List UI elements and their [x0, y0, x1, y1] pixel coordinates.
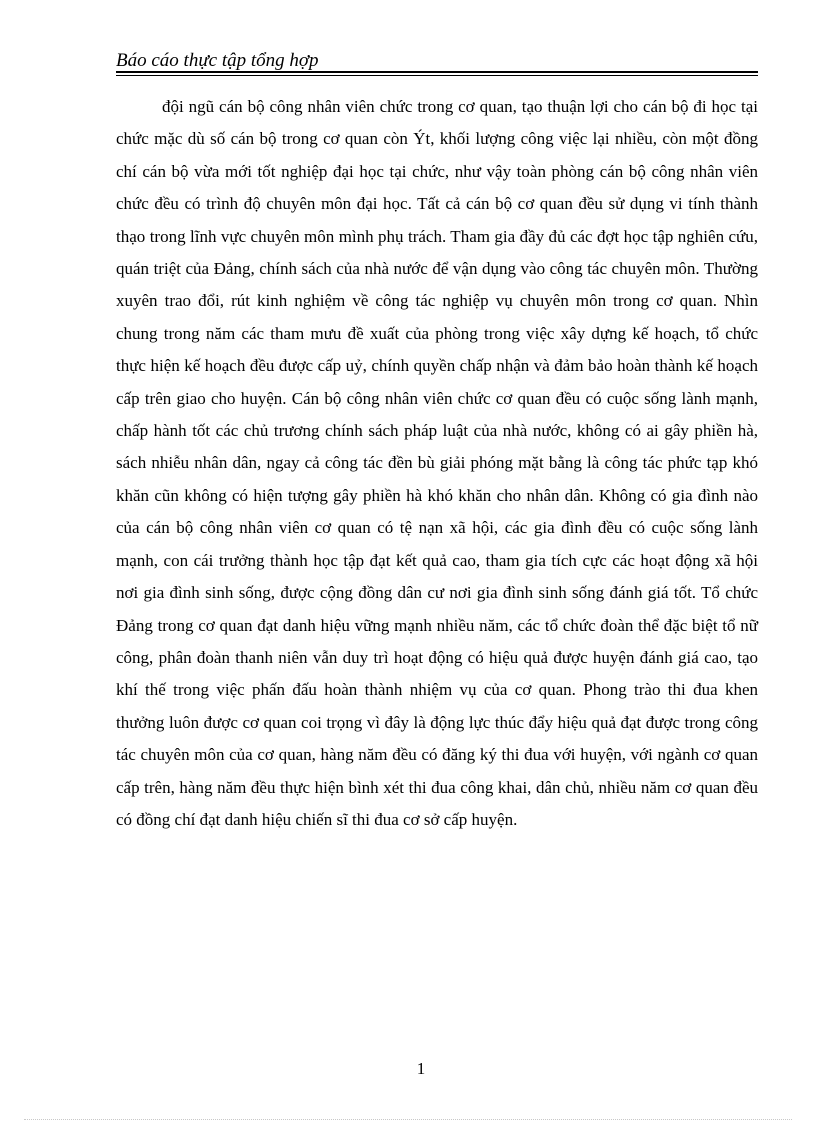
header-rule-thick: [116, 71, 758, 73]
page-number: 1: [416, 1059, 426, 1078]
header-rule-thin: [116, 75, 758, 76]
page-bottom-border: [24, 1119, 792, 1120]
page-header: [116, 50, 758, 72]
header-title: Báo cáo thực tập tổng hợp: [116, 50, 319, 71]
body-paragraph: đội ngũ cán bộ công nhân viên chức trong cơ quan, tạo thuận lợi cho cán bộ đi học tại chức mặc dù số cán bộ trong cơ quan còn Ýt, khối lượng công việc lại nhiều, còn một đồng chí cán bộ vừa mới tốt nghiệp đại học tại chức, như vậy toàn phòng cán bộ công nhân viên chức đều có trình độ chuyên môn đại học. Tất cả cán bộ cơ quan đều sử dụng vi tính thành thạo trong lĩnh vực chuyên môn mình phụ trách. Tham gia đầy đủ các đợt học tập nghiên cứu, quán triệt của Đảng, chính sách của nhà nước để vận dụng vào công tác chuyên môn. Thường xuyên trao đổi, rút kinh nghiệm về công tác nghiệp vụ chuyên môn trong cơ quan. Nhìn chung trong năm các tham mưu đề xuất của phòng trong việc xây dựng kế hoạch, tổ chức thực hiện kế hoạch đều được cấp uỷ, chính quyền chấp nhận và đảm bảo hoàn thành kế hoạch cấp trên giao cho huyện. Cán bộ công nhân viên chức cơ quan đều có cuộc sống lành mạnh, chấp hành tốt các chủ trương chính sách pháp luật của nhà nước, không có ai gây phiền hà, sách nhiễu nhân dân, ngay cả công tác đền bù giải phóng mặt bằng là công tác phức tạp khó khăn cũn không có hiện tượng gây phiền hà khó khăn cho nhân dân. Không có gia đình nào của cán bộ công nhân viên cơ quan có tệ nạn xã hội, các gia đình đều có cuộc sống lành mạnh, con cái trưởng thành học tập đạt kết quả cao, tham gia tích cực các hoạt động xã hội nơi gia đình sinh sống, được cộng đồng dân cư nơi gia đình sinh sống đánh giá tốt. Tổ chức Đảng trong cơ quan đạt danh hiệu vững mạnh nhiều năm, các tổ chức đoàn thể đặc biệt tổ nữ công, phân đoàn thanh niên vẫn duy trì hoạt động có hiệu quả được huyện đánh giá cao, tạo khí thế trong việc phấn đấu hoàn thành nhiệm vụ của cơ quan. Phong trào thi đua khen thưởng luôn được cơ quan coi trọng vì đây là động lực thúc đẩy hiệu quả đạt được trong công tác chuyên môn của cơ quan, hàng năm đều có đăng ký thi đua với huyện, với ngành cơ quan cấp trên, hàng năm đều thực hiện bình xét thi đua công khai, dân chủ, nhiều năm cơ quan đều có đồng chí đạt danh hiệu chiến sĩ thi đua cơ sở cấp huyện.: [116, 97, 758, 829]
